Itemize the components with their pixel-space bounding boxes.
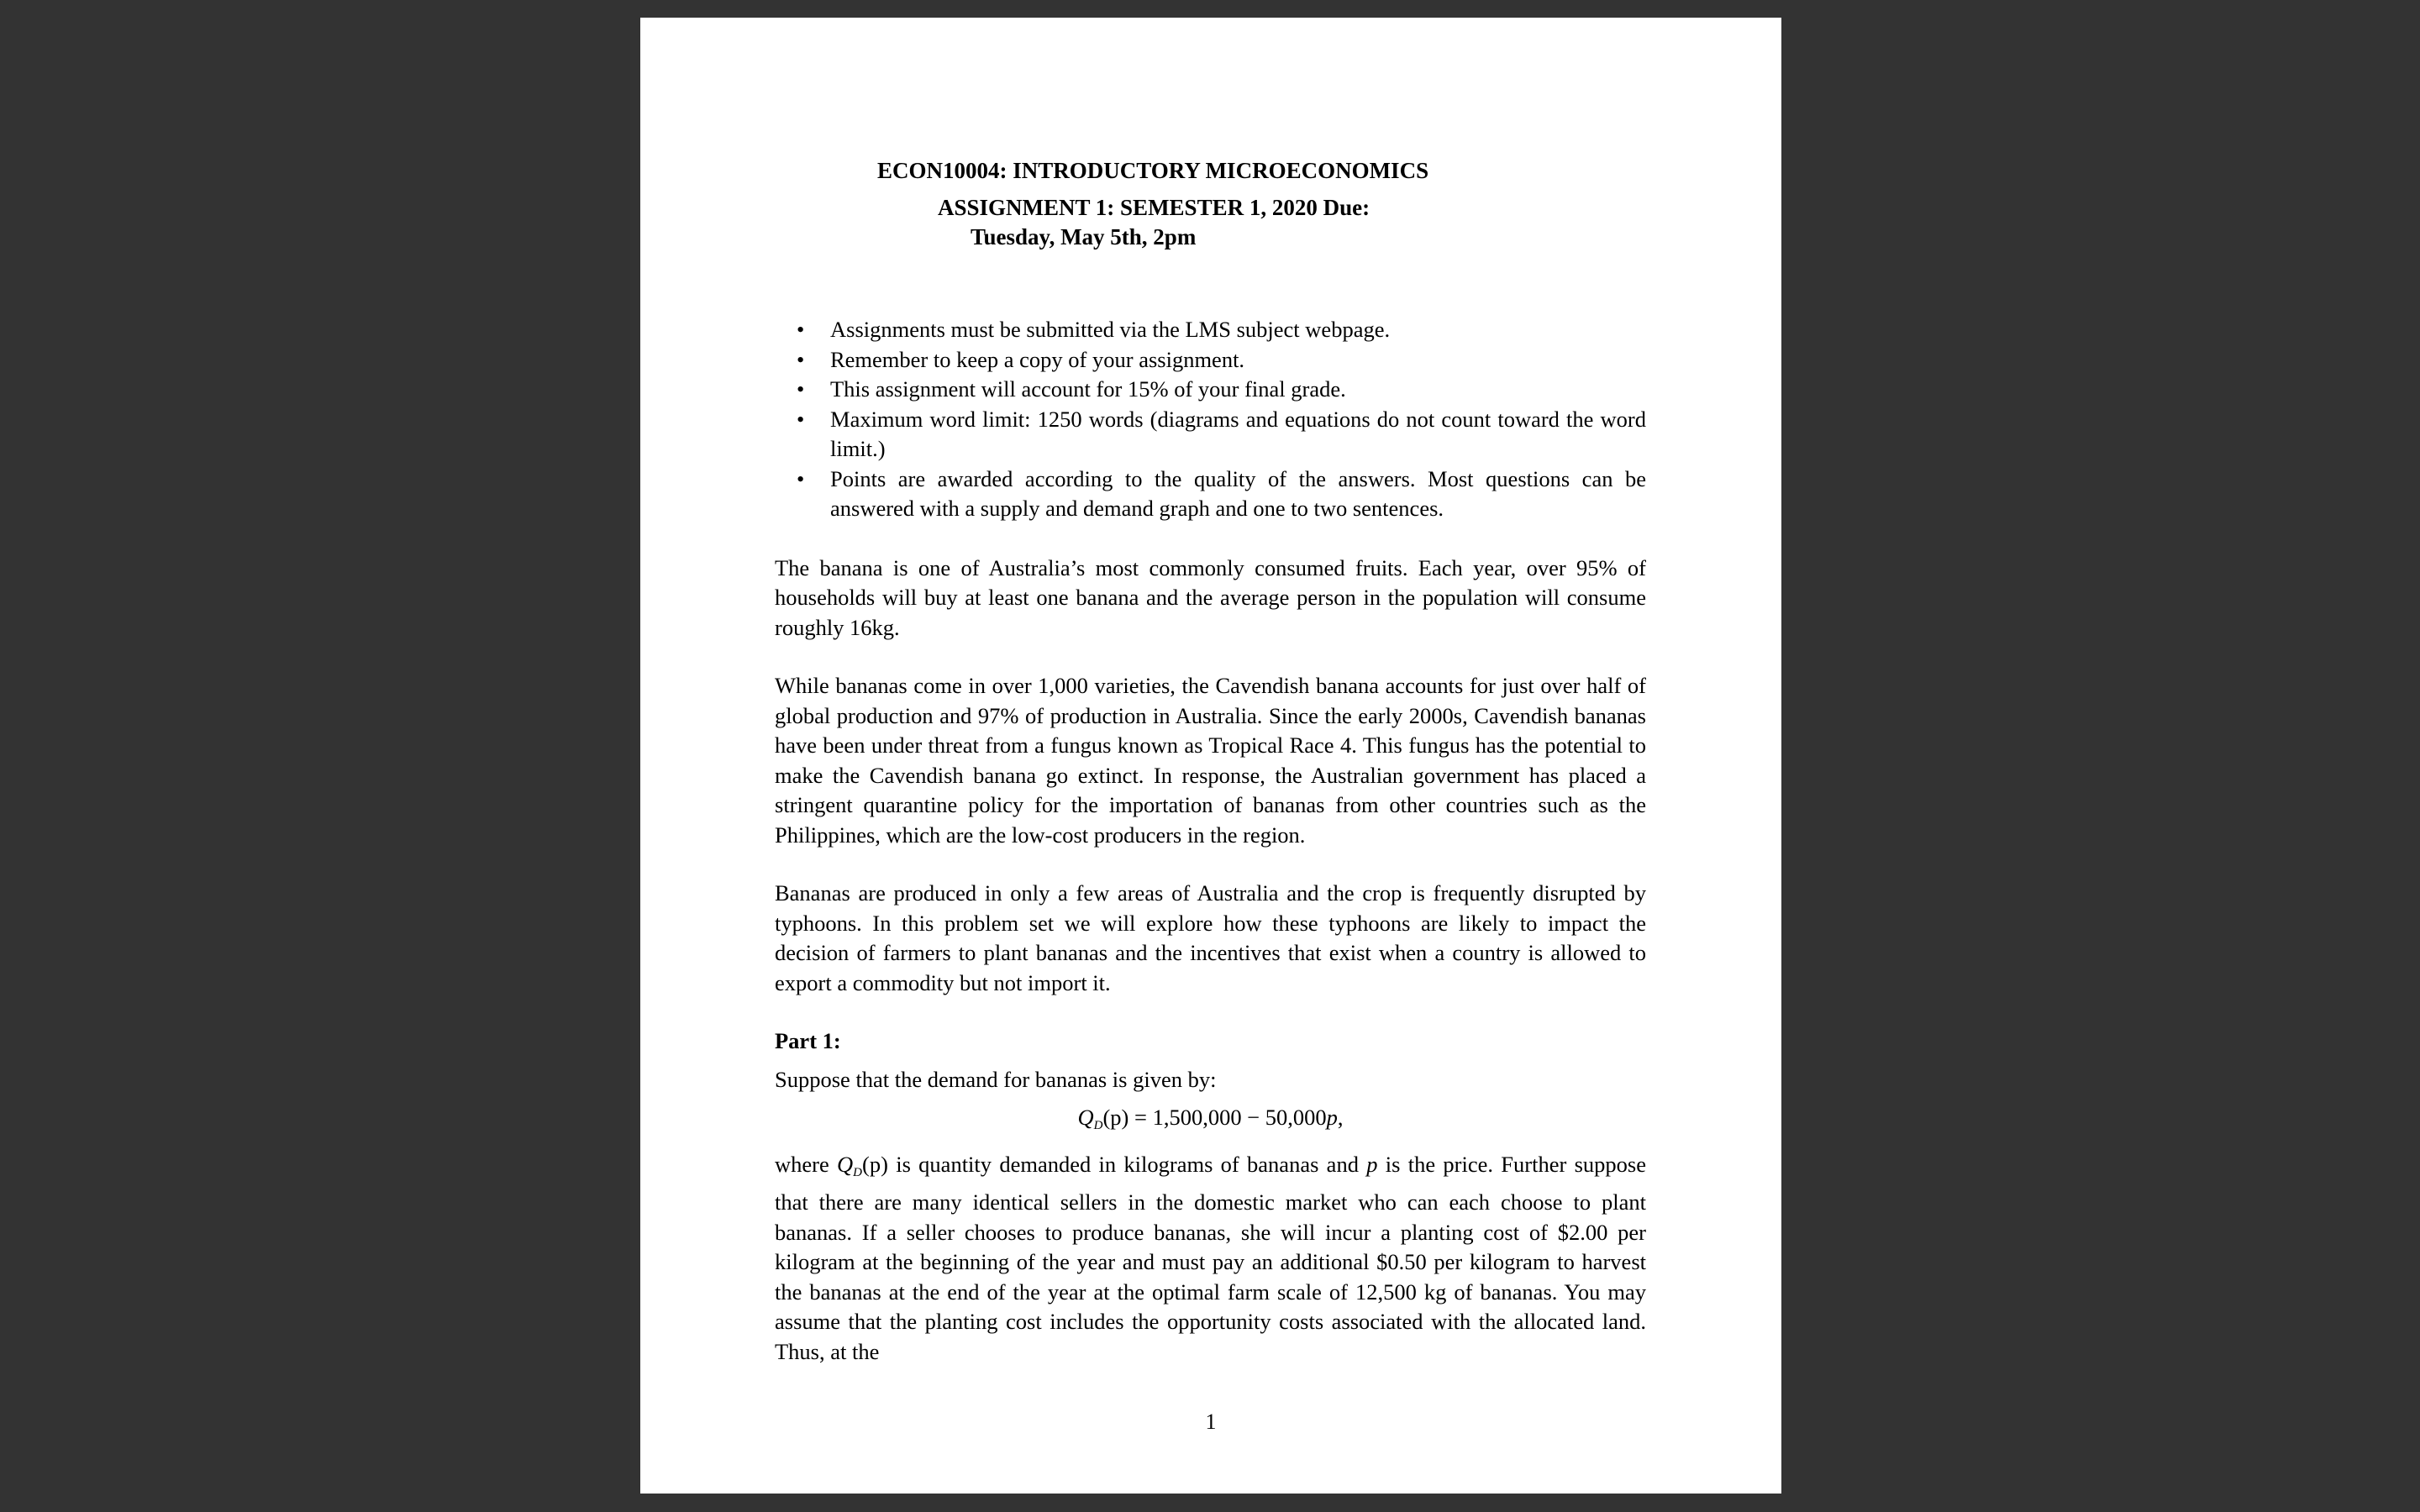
paragraph: The banana is one of Australia’s most commonly consumed fruits. Each year, over 95% of households will buy at least one banana and the average person in the population will consume roughly 16kg. xyxy=(775,554,1646,640)
course-title: ECON10004: INTRODUCTORY MICROECONOMICS xyxy=(877,158,1429,183)
part-heading: Part 1: xyxy=(775,1028,841,1053)
document-body xyxy=(775,315,1646,1367)
list-item: • This assignment will account for 15% of your final grade. xyxy=(830,375,1646,405)
page-number: 1 xyxy=(1205,1410,1217,1434)
bullet-icon: • xyxy=(797,376,805,402)
due-date: Tuesday, May 5th, 2pm xyxy=(971,224,1197,249)
paragraph: where $Q_D(p)$ is quantity demanded in kilograms of bananas and p is the price. Further suppose that there are many identical sellers in the domestic market who can each choose to plant bananas. If a seller chooses to produce bananas, she will incur a planting cost of $2.00 per kilogram at the beginning of the year and must pay an additional $0.50 per kilogram to harvest the bananas at the end of the year at the optimal farm scale of 12,500 kg of bananas. You may assume that the planting cost includes the opportunity costs associated with the allocated land. Thus, at the xyxy=(775,1151,1646,1364)
list-item: • Assignments must be submitted via the LMS subject webpage. xyxy=(830,315,1646,345)
paragraph: Bananas are produced in only a few areas of Australia and the crop is frequently disrupted by typhoons. In this problem set we will explore how these typhoons are likely to impact the decision of farmers to plant bananas and the incentives that exist when a country is allowed to export a commodity but not import it. xyxy=(775,880,1646,995)
bullet-icon: • xyxy=(797,346,805,372)
paragraph: While bananas come in over 1,000 varieties, the Cavendish banana accounts for just over half of global production and 97% of production in Australia. Since the early 2000s, Cavendish bananas have been under threat from a fungus known as Tropical Race 4. This fungus has the potential to make the Cavendish banana go extinct. In response, the Australian government has placed a stringent quarantine policy for the importation of bananas from other countries such as the Philippines, which are the low-cost producers in the region. xyxy=(775,673,1646,848)
demand-equation: $Q_D(p) = 1,500,000 - 50,000p$, xyxy=(1077,1105,1344,1132)
list-item: • Remember to keep a copy of your assignment. xyxy=(830,345,1646,375)
rules-list xyxy=(775,315,1646,524)
document-page xyxy=(640,18,1781,1494)
bullet-icon: • xyxy=(797,465,805,491)
assignment-title: ASSIGNMENT 1: SEMESTER 1, 2020 Due: xyxy=(938,195,1370,220)
paragraph: Suppose that the demand for bananas is given by: xyxy=(775,1066,1217,1092)
bullet-icon: • xyxy=(797,406,805,432)
bullet-icon: • xyxy=(797,317,805,342)
list-item: • Points are awarded according to the quality of the answers. Most questions can be answered with a supply and demand graph and one to two sentences. xyxy=(797,465,1646,521)
list-item: • Maximum word limit: 1250 words (diagrams and equations do not count toward the word limit.) xyxy=(797,406,1646,461)
